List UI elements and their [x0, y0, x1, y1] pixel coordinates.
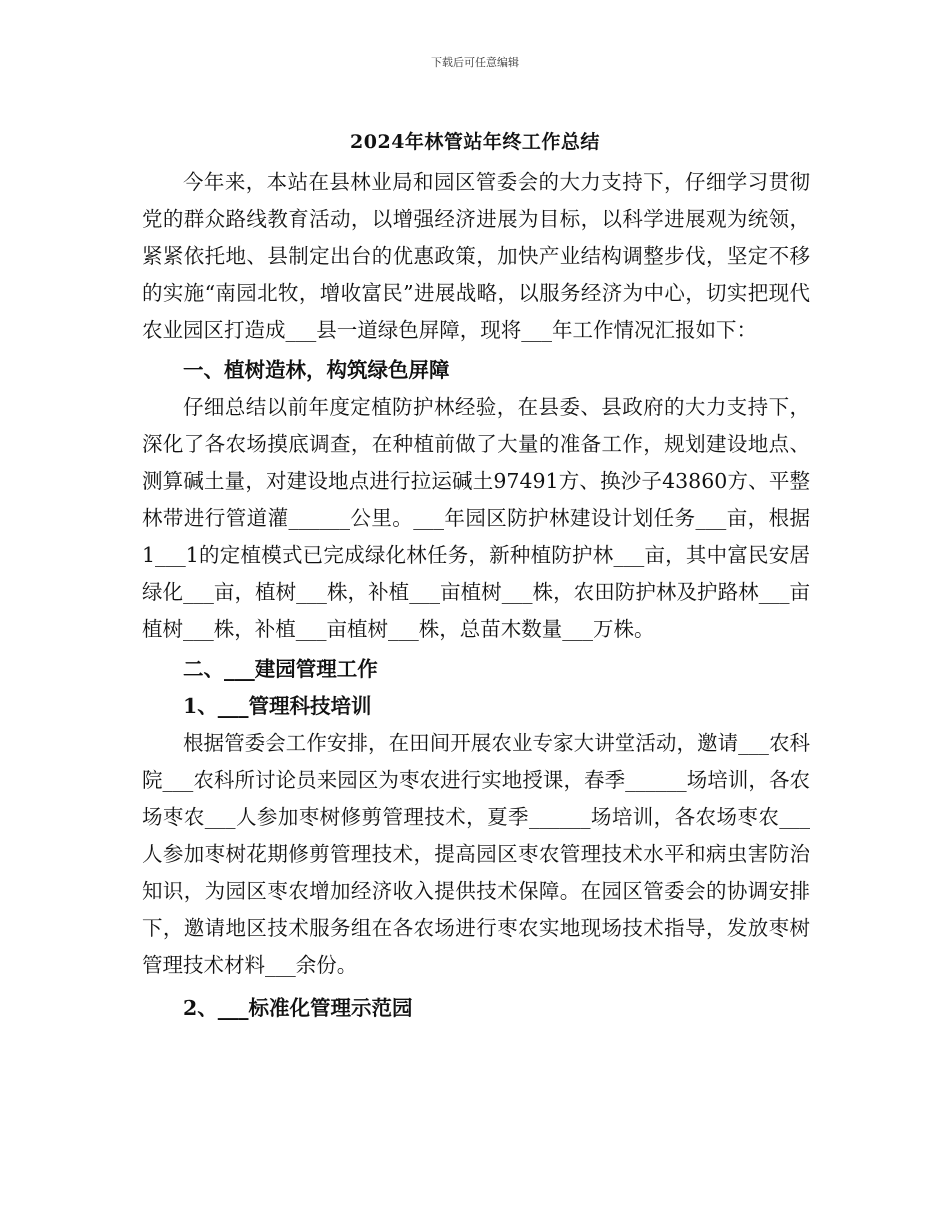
subsection-1-heading: 1、___管理科技培训	[183, 694, 372, 718]
document-body	[142, 164, 810, 1027]
section-1-heading: 一、植树造林，构筑绿色屏障	[183, 358, 450, 382]
page-header-note: 下载后可任意编辑	[431, 56, 519, 69]
section-1-paragraph: 仔细总结以前年度定植防护林经验，在县委、县政府的大力支持下，深化了各农场摸底调查，在种植前做了大量的准备工作，规划建设地点、测算碱土量，对建设地点进行拉运碱土97491方、换沙子43860方、平整林带进行管道灌______公里。___年园区防护林建设计划任务___亩，根据1___1的定植模式已完成绿化林任务，新种植防护林___亩，其中富民安居绿化___亩，植树___株，补植___亩植树___株，农田防护林及护路林___亩植树___株，补植___亩植树___株，总苗木数量___万株。	[142, 395, 810, 641]
intro-paragraph: 今年来，本站在县林业局和园区管委会的大力支持下，仔细学习贯彻党的群众路线教育活动，以增强经济进展为目标，以科学进展观为统领，紧紧依托地、县制定出台的优惠政策，加快产业结构调整步伐，坚定不移的实施“南园北牧，增收富民”进展战略，以服务经济为中心，切实把现代农业园区打造成___县一道绿色屏障，现将___年工作情况汇报如下：	[142, 170, 810, 342]
subsection-2-heading: 2、___标准化管理示范园	[183, 996, 413, 1020]
section-2-heading: 二、___建园管理工作	[183, 657, 378, 681]
document-title: 2024年林管站年终工作总结	[350, 131, 600, 153]
subsection-1-paragraph: 根据管委会工作安排，在田间开展农业专家大讲堂活动，邀请___农科院___农科所讨论员来园区为枣农进行实地授课，春季______场培训，各农场枣农___人参加枣树修剪管理技术，夏季______场培训，各农场枣农___人参加枣树花期修剪管理技术，提高园区枣农管理技术水平和病虫害防治知识，为园区枣农增加经济收入提供技术保障。在园区管委会的协调安排下，邀请地区技术服务组在各农场进行枣农实地现场技术指导，发放枣树管理技术材料___余份。	[142, 731, 810, 977]
